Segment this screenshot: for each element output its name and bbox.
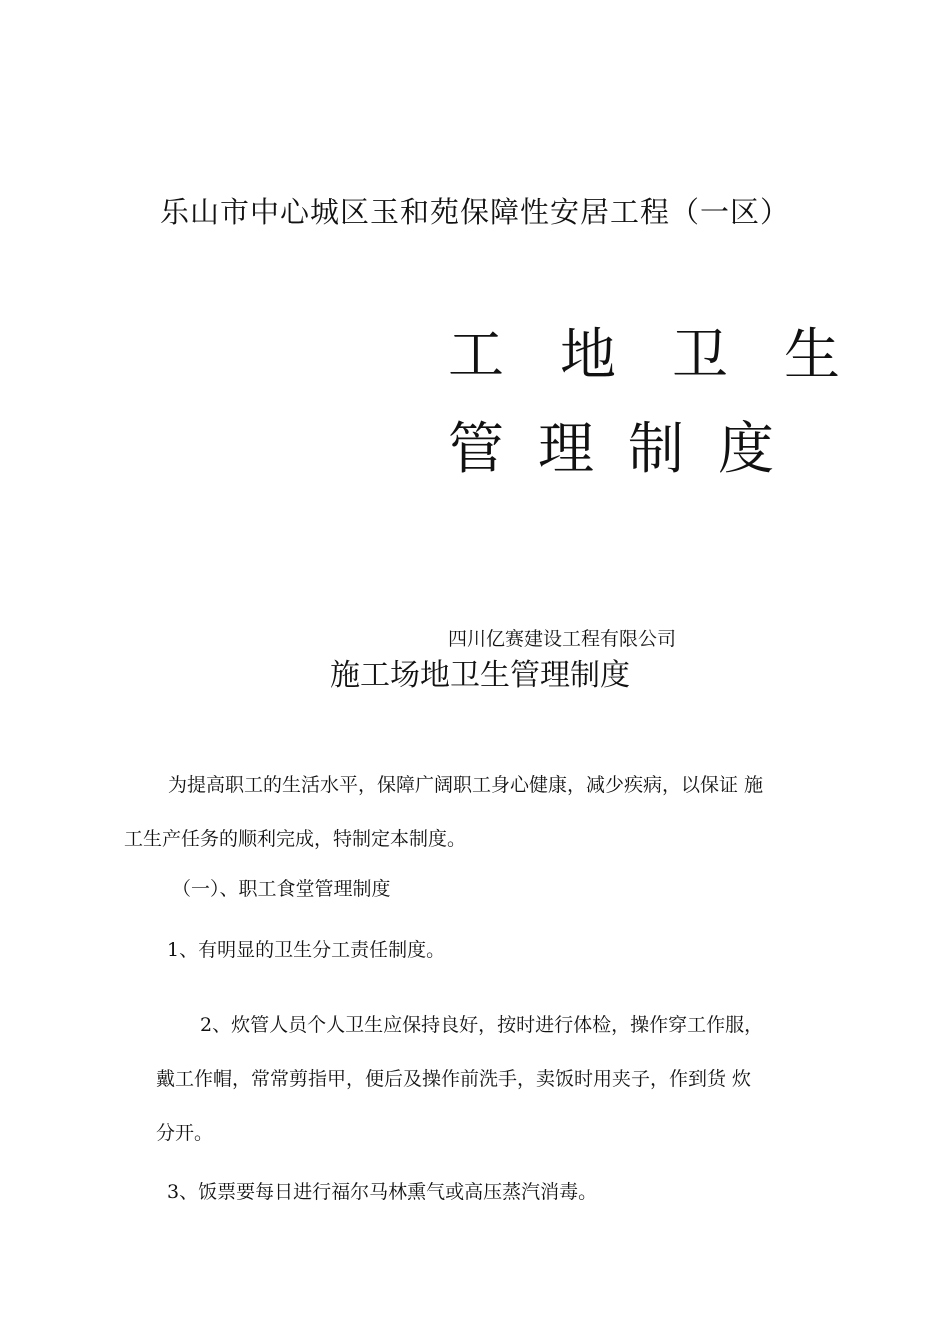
section-heading: 施工场地卫生管理制度 — [330, 658, 630, 693]
list-item-continuation: 分开。 — [156, 1122, 214, 1144]
title-char: 地 — [560, 323, 616, 388]
subheading-canteen: （一）、职工食堂管理制度 — [172, 878, 391, 900]
company-name: 四川亿赛建设工程有限公司 — [448, 628, 677, 650]
title-char: 工 — [448, 323, 504, 388]
title-char: 生 — [784, 323, 840, 388]
project-title: 乐山市中心城区玉和苑保障性安居工程（一区） — [159, 195, 790, 229]
title-char: 理 — [538, 417, 594, 482]
document-title-line-1 — [448, 323, 844, 388]
title-char: 卫 — [672, 323, 728, 388]
title-char: 管 — [448, 417, 504, 482]
list-item: 2、炊管人员个人卫生应保持良好，按时进行体检，操作穿工作服， — [200, 1014, 764, 1036]
title-char: 制 — [628, 417, 684, 482]
title-char: 度 — [718, 417, 774, 482]
list-item: 3、饭票要每日进行福尔马林熏气或高压蒸汽消毒。 — [167, 1181, 598, 1203]
list-item-continuation: 戴工作帽，常常剪指甲，便后及操作前洗手，卖饭时用夹子，作到货 炊 — [156, 1068, 752, 1090]
list-item: 1、有明显的卫生分工责任制度。 — [167, 939, 446, 961]
document-title-line-2 — [448, 417, 778, 482]
intro-paragraph-line: 为提高职工的生活水平，保障广阔职工身心健康，减少疾病，以保证 施 — [168, 774, 764, 796]
intro-paragraph-line: 工生产任务的顺利完成，特制定本制度。 — [124, 828, 467, 850]
